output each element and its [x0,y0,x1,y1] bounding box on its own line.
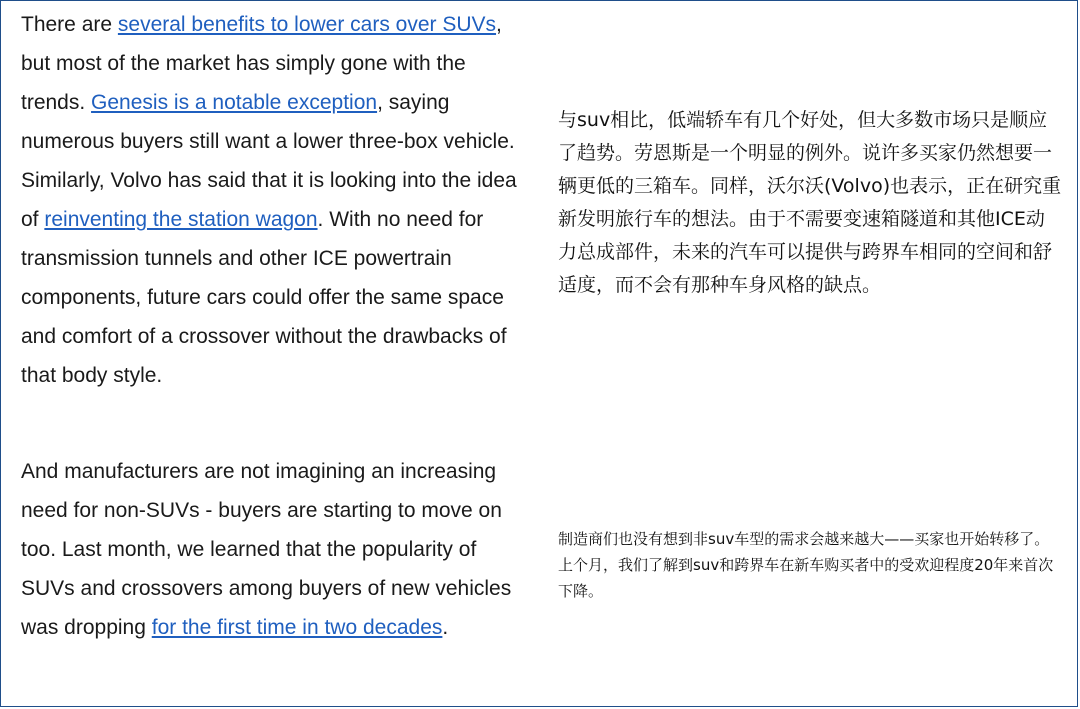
row2-chinese-paragraph: 制造商们也没有想到非suv车型的需求会越来越大——买家也开始转移了。上个月，我们了解到suv和跨界车在新车购买者中的受欢迎程度20年来首次下降。 [558,530,1054,600]
row2-en-text-1: And manufacturers are not imagining an increasing need for non-SUVs - buyers are starting to move on too. Last month, we learned that the popularity of SUVs and crossovers among buyers of new vehicles was dropping [21,460,512,639]
row1-en-text-1: There are [21,13,118,36]
link-first-time-two-decades[interactable]: for the first time in two decades [151,616,443,639]
row1-en-text-4: . With no need for transmission tunnels and other ICE powertrain components, future cars could offer the same space and comfort of a crossover without the drawbacks of that body style. [21,208,507,387]
row1-en-text-2: , but most of the market has simply gone with the trends. [21,13,502,114]
link-benefits-lower-cars[interactable]: several benefits to lower cars over SUVs [117,13,497,36]
row1-en-text-3: , saying numerous buyers still want a lower three-box vehicle. Similarly, Volvo has said that it is looking into the idea of [21,91,517,231]
row1-english-paragraph [21,5,526,395]
link-genesis-exception[interactable]: Genesis is a notable exception [91,91,378,114]
link-reinventing-station-wagon[interactable]: reinventing the station wagon [44,208,318,231]
row2-english-paragraph [21,452,526,647]
row2-en-text-2: . [442,616,449,639]
row1-chinese-paragraph: 与suv相比，低端轿车有几个好处，但大多数市场只是顺应了趋势。劳恩斯是一个明显的例外。说许多买家仍然想要一辆更低的三箱车。同样，沃尔沃(Volvo)也表示，正在研究重新发明旅行车的想法。由于不需要变速箱隧道和其他ICE动力总成部件，未来的汽车可以提供与跨界车相同的空间和舒适度，而不会有那种车身风格的缺点。 [558,109,1062,296]
